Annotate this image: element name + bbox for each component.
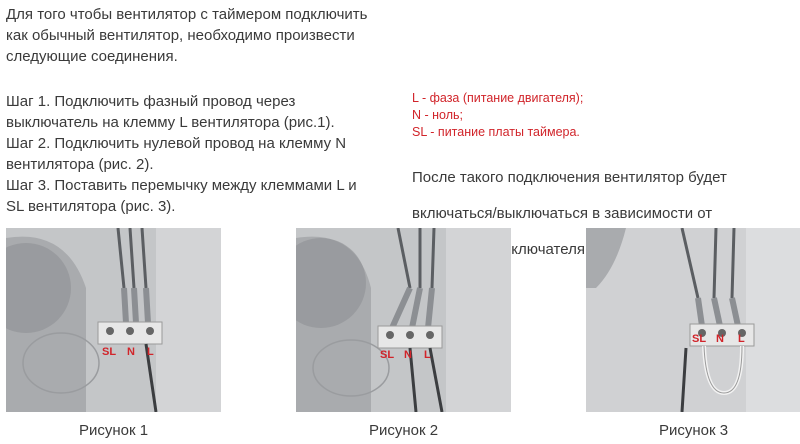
figure-1-caption: Рисунок 1: [78, 422, 149, 439]
intro-text: [6, 4, 406, 67]
intro-line: следующие соединения.: [6, 48, 178, 65]
step-line: Шаг 3. Поставить перемычку между клеммами L и: [6, 177, 357, 194]
figure-3-terminal-sl: SL: [692, 333, 707, 345]
legend-n: N - ноль;: [412, 108, 463, 122]
figure-1-terminal-l: L: [147, 346, 154, 358]
figure-2-terminal-n: N: [404, 349, 412, 361]
figure-1-wiring-illustration: [6, 228, 221, 412]
figure-3-photo: [586, 228, 800, 412]
note-line: После такого подключения вентилятор будет: [412, 169, 727, 186]
legend-l: L - фаза (питание двигателя);: [412, 91, 584, 105]
terminal-legend: [412, 90, 583, 141]
figure-1-terminal-n: N: [127, 346, 135, 358]
note-line: включаться/выключаться в зависимости от: [412, 205, 713, 222]
steps-list: [6, 91, 401, 217]
figure-1-terminal-sl: SL: [102, 346, 117, 358]
figure-1-photo: [6, 228, 221, 412]
figure-2-caption: Рисунок 2: [368, 422, 439, 439]
figure-2-wiring-illustration: [296, 228, 511, 412]
figure-2-terminal-sl: SL: [380, 349, 395, 361]
figure-2-photo: [296, 228, 511, 412]
step-line: выключатель на клемму L вентилятора (рис.1).: [6, 114, 335, 131]
intro-line: как обычный вентилятор, необходимо произвести: [6, 27, 355, 44]
step-line: Шаг 1. Подключить фазный провод через: [6, 93, 296, 110]
legend-sl: SL - питание платы таймера.: [412, 125, 580, 139]
step-line: Шаг 2. Подключить нулевой провод на клемму N: [6, 135, 347, 152]
intro-line: Для того чтобы вентилятор с таймером подключить: [6, 6, 368, 23]
figure-3-wiring-illustration: [586, 228, 800, 412]
step-line: SL вентилятора (рис. 3).: [6, 198, 176, 215]
step-line: вентилятора (рис. 2).: [6, 156, 154, 173]
figure-3-caption: Рисунок 3: [658, 422, 729, 439]
figure-3-terminal-l: L: [738, 333, 745, 345]
note-line: выключателя.: [492, 241, 590, 258]
figure-3-terminal-n: N: [716, 333, 724, 345]
figure-2-terminal-l: L: [424, 349, 431, 361]
